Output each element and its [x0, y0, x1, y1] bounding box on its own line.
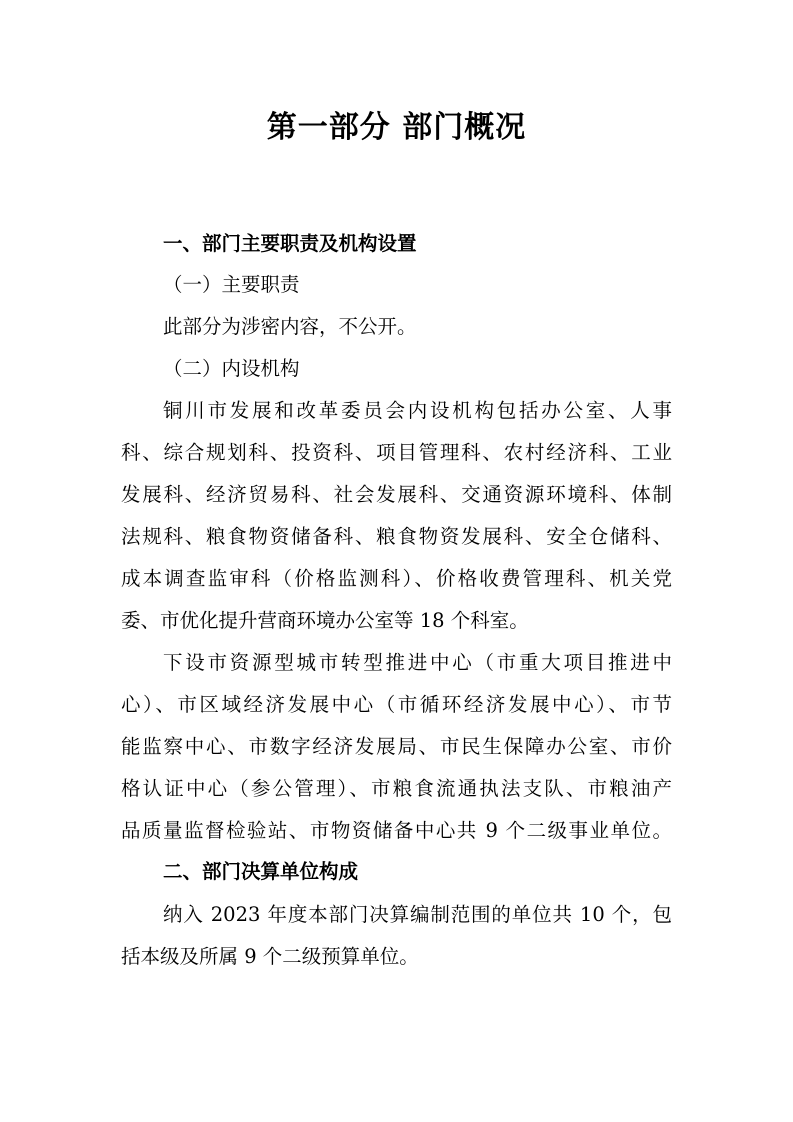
page-title: 第一部分 部门概况 — [266, 110, 527, 145]
section-heading-1: 一、部门主要职责及机构设置 — [163, 232, 417, 255]
paragraph-confidential-note: 此部分为涉密内容，不公开。 — [163, 315, 417, 338]
paragraph-line: 格认证中心（参公管理）、市粮食流通执法支队、市粮油产 — [121, 777, 672, 800]
paragraph-line: 科、综合规划科、投资科、项目管理科、农村经济科、工业 — [121, 441, 672, 464]
subheading-internal-structure: （二）内设机构 — [163, 357, 300, 380]
paragraph-line: 能监察中心、市数字经济发展局、市民生保障办公室、市价 — [121, 735, 672, 758]
paragraph-line: 品质量监督检验站、市物资储备中心共 9 个二级事业单位。 — [121, 819, 672, 842]
paragraph-line: 括本级及所属 9 个二级预算单位。 — [121, 945, 419, 968]
paragraph-line: 委、市优化提升营商环境办公室等 18 个科室。 — [121, 609, 529, 632]
subheading-main-duties: （一）主要职责 — [163, 273, 300, 296]
paragraph-line: 下设市资源型城市转型推进中心（市重大项目推进中 — [163, 651, 672, 674]
paragraph-line: 铜川市发展和改革委员会内设机构包括办公室、人事 — [163, 399, 672, 422]
paragraph-line: 成本调查监审科（价格监测科）、价格收费管理科、机关党 — [121, 567, 672, 590]
paragraph-line: 纳入 2023 年度本部门决算编制范围的单位共 10 个，包 — [163, 903, 672, 926]
section-heading-2: 二、部门决算单位构成 — [163, 860, 359, 883]
paragraph-line: 法规科、粮食物资储备科、粮食物资发展科、安全仓储科、 — [121, 525, 672, 548]
paragraph-line: 心）、市区域经济发展中心（市循环经济发展中心）、市节 — [121, 693, 672, 716]
paragraph-line: 发展科、经济贸易科、社会发展科、交通资源环境科、体制 — [121, 483, 672, 506]
